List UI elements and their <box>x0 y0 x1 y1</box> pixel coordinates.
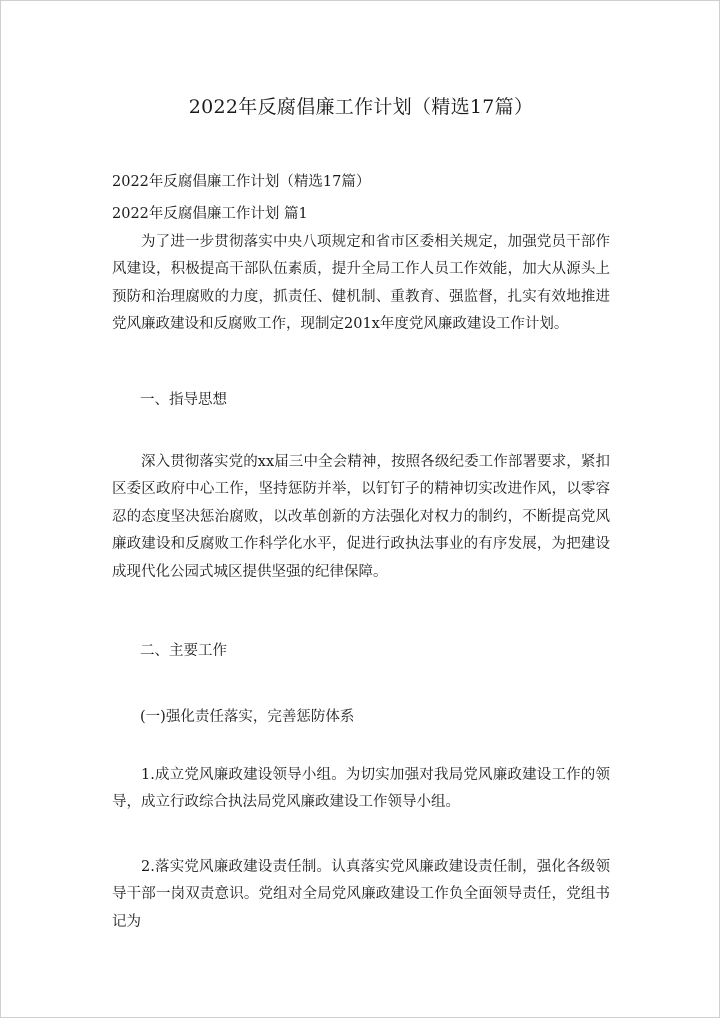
document-subtitle: 2022年反腐倡廉工作计划（精选17篇） <box>112 174 371 190</box>
section-heading-guiding-ideology: 一、指导思想 <box>140 392 227 408</box>
intro-paragraph: 为了进一步贯彻落实中央八项规定和省市区委相关规定，加强党员干部作风建设，积极提高干部队伍素质，提升全局工作人员工作效能，加大从源头上预防和治理腐败的力度，抓责任、健机制、重教育、强监督，扎实有效地推进党风廉政建设和反腐败工作，现制定201x年度党风廉政建设工作计划。 <box>112 234 610 333</box>
item-responsibility-system-paragraph: 2.落实党风廉政建设责任制。认真落实党风廉政建设责任制，强化各级领导干部一岗双责意识。党组对全局党风廉政建设工作负全面领导责任，党组书记为 <box>112 859 610 930</box>
subsection-heading-responsibility: (一)强化责任落实，完善惩防体系 <box>140 709 355 725</box>
item-leadership-group-paragraph: 1.成立党风廉政建设领导小组。为切实加强对我局党风廉政建设工作的领导，成立行政综合执法局党风廉政建设工作领导小组。 <box>112 767 610 811</box>
piece-heading: 2022年反腐倡廉工作计划 篇1 <box>112 206 308 222</box>
guiding-ideology-paragraph: 深入贯彻落实党的xx届三中全会精神，按照各级纪委工作部署要求，紧扣区委区政府中心工作，坚持惩防并举，以钉钉子的精神切实改进作风，以零容忍的态度坚决惩治腐败，以改革创新的方法强化对权力的制约，不断提高党风廉政建设和反腐败工作科学化水平，促进行政执法事业的有序发展，为把建设成现代化公园式城区提供坚强的纪律保障。 <box>112 454 610 580</box>
document-title: 2022年反腐倡廉工作计划（精选17篇） <box>188 96 534 118</box>
section-heading-main-work: 二、主要工作 <box>140 643 227 659</box>
